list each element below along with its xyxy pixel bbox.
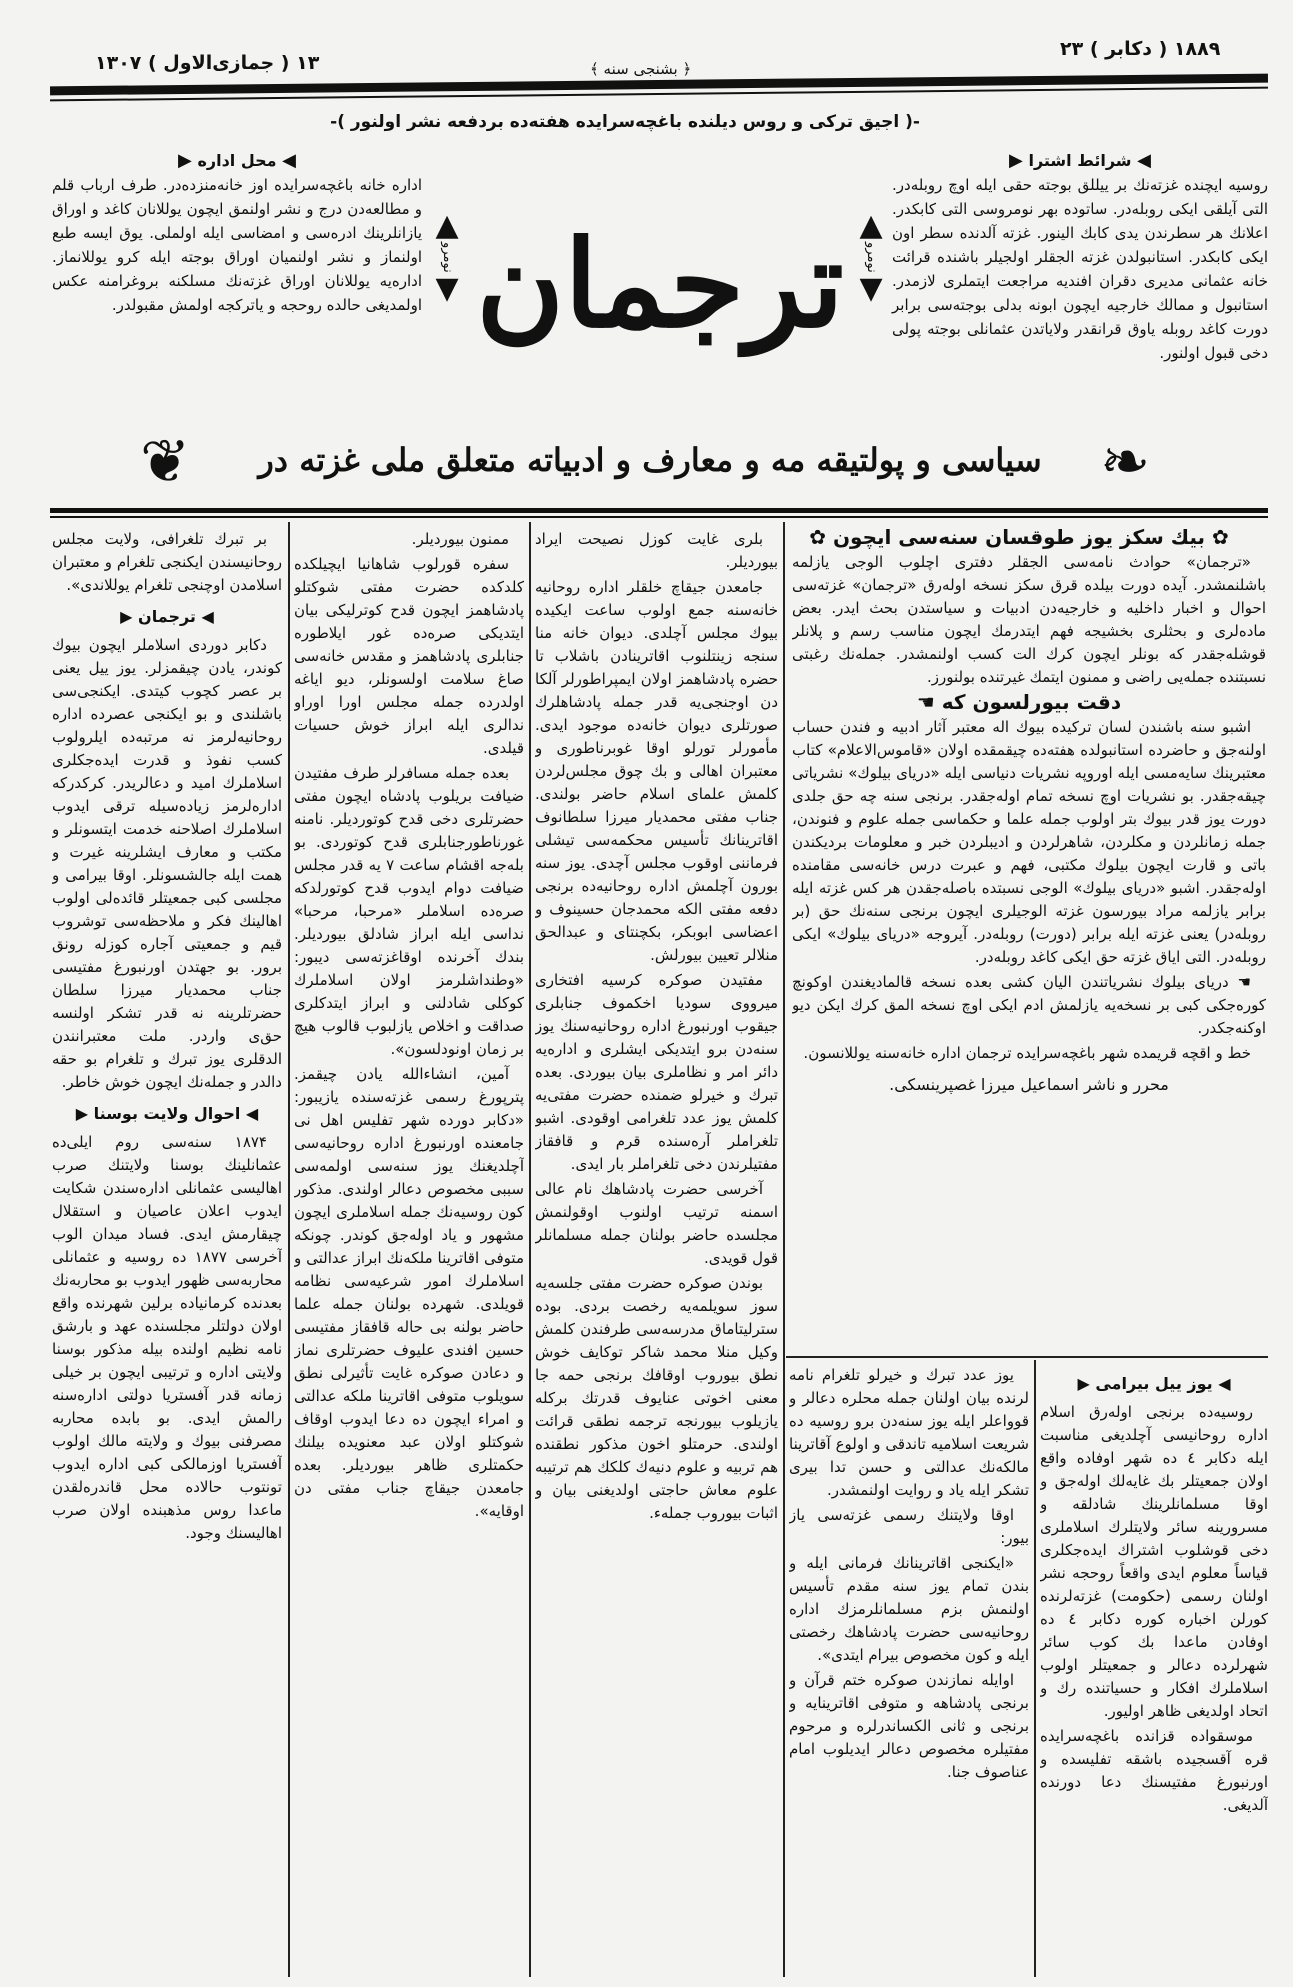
newspaper-title: ترجمان xyxy=(476,214,844,355)
section-heading: ◀ احوال ولایت بوسنا ▶ xyxy=(75,1104,259,1123)
ornament-icon: ▲ xyxy=(859,208,883,243)
hijri-date: ۱۳ ( جمازی‌الاول ) ۱۳۰۷ xyxy=(95,52,320,74)
article-paragraph: بعده جمله مسافرلر طرف مفتیدن ضیافت بریلوب پادشاه ایچون مفتی حضرتلری دخی قدح کوتوردیلر. نامنه غورناطورجنابلری قدح کوتوردی. بو بله‌جه اقشام ساعت ۷ یه قدر مجلس ضیافت دوام ایدوب قدح کوتورلدکه صره‌ده اسلاملر «مرحبا، مرحبا» نداسی ایله ابراز شادلق بیوردیلر. بندك آخرنده اوقاغزته‌سی دیبور: «وطنداشلرمز اولان اسلاملرك کوکلی شادلنی و ابراز ایتدکلری صداقت و اخلاص یازلبوب قالوب هیچ بر زمان اونودلسون». xyxy=(294,764,524,1058)
article-paragraph: آمین، انشاءالله یادن چیقمز. پترپورغ رسمی غزته‌سنده یازیبور: «دکابر دورده شهر تفلیس اهل نی جامعنده اورنبورغ اداره روحانیه‌سی آچلدیغنك یوز سنه‌سی اولمه‌سی سببی مخصوص دعالر اولندی. مذکور کون روسیه‌نك جمله اسلاملری ایچون مشهور و یاد اوله‌جق کوندر. چونکه متوفی اقاترینا ملکه‌نك ابراز عدالتی و اسلاملرك امور شرعیه‌سی نظامه قویلدی. شهرده بولنان جمله علما حاضر بولنه بی حاله قافقاز مفتیسی حسین افندی علیوف حضرتلری نماز و دعادن صوکره غایت تأثیرلی نطق سویلوب متوفی اقاترینا ملکه عدالتی و امراء ایچون ده دعا ایدوب اوقاف شوکتلو اولان عبد معنویده بیلنك حکمتلری ظاهر بیوردیلر. بعده جامعدن جیقاچ جناب مفتی دن اوقایه». xyxy=(294,1065,524,1520)
article-paragraph: ۱۸۷۴ سنه‌سی روم ایلی‌ده عثمانلینك بوسنا ولایتنك صرب اهالیسی عثمانلی اداره‌سندن شکایت ایدوب اعلان عاصیان و استقلال چیقارمش ایدی. فساد میدان الوب آخرسی ۱۸۷۷ ده روسیه و عثمانلی محاربه‌سی ظهور ایدوب بو محاربه‌نك بعدنده کرمانیاده برلین شهرنده واقع اولان دولتلر مجلسنده عهد و بارشق نامه نظیم اولنده بیله مذکور بوسنا ولایتی اداره و ترتیبی ایچون بر خیلی زمانه قدر آفستریا دولتی اداره‌سنه رالمش ایدی. بو بابده محاربه مصرفنی بیوك و ولایته مالك اولوب آفستریا اوزمالکی کبی اداره ایدوب تونتوب حالاده محل قاندره‌لقدن ماعدا روس مذهبنده اولان صرب اهالیسنك وجود. xyxy=(52,1133,282,1542)
ornament-icon: ▲ xyxy=(435,208,459,243)
ornament-icon: ▼ xyxy=(859,270,883,306)
column-3 xyxy=(535,528,778,1980)
article-paragraph: بر تبرك تلغرافی، ولایت مجلس روحانیسندن ایکنجی تلغرام و معتبران اسلامدن اوچنجی تلغرام یوللاندی». xyxy=(52,530,282,594)
pointing-hand-icon: ☚ xyxy=(1237,973,1251,991)
ornament-icon: ▼ xyxy=(435,270,459,306)
column-divider xyxy=(783,522,785,1977)
article-paragraph: آخرسی حضرت پادشاهك نام عالی اسمنه ترتیب اولنوب اوقولنمش مجلسده حاضر بولنان جمله مسلمانلر قول قویدی. xyxy=(535,1180,778,1267)
article-paragraph: ☚ دریای بیلوك نشریاتندن الیان کشی بعده نسخه قالمادیغندن اوکونچ کوره‌جکی کبی بر نسخه‌یه یازلمش ادم ایکی اوچ نسخه المق کرك ایکن دیو اوکنه‌جکدر. xyxy=(792,973,1266,1037)
article-paragraph: روسیه‌ده برنجی اوله‌رق اسلام اداره روحانیسی آچلدیغی مناسبت ایله دکابر ٤ ده شهر اوفاده واقع اولان جمعیتلر بك غایه‌لك اوله‌جق و اوقا مسلمانلرینك شادلقه و مسرورینه سائر ولایتلرك اسلاملری دخی قوشلوب اشتراك ایده‌جکلری قیاساً معلوم ایدی واقعاً روحجه نشر اولنان رسمی (حکومت) غزته‌لرنده کورلن اخباره کوره دکابر ٤ ده اوفادن ماعدا بك کوب سائر شهرلرده دعالر و جمعیتلر اولوب اسلاملرك افکار و حسیاتنده رك و اتحاد اولدیغی ظاهر اولیور. xyxy=(1040,1403,1268,1720)
column-2 xyxy=(294,528,524,1980)
column-1 xyxy=(52,528,282,1980)
office-title: محل اداره xyxy=(197,151,277,170)
pointing-hand-icon: ☚ xyxy=(916,690,935,714)
article-paragraph: دکابر دوردی اسلاملر ایچون بیوك کوندر، یادن چیقمزلر. یوز ییل یعنی بر عصر کچوب کیتدی. ایکنجی‌سی باشلندی و بو ایکنجی عصرده اداره روحانیه‌لرمز نه مرتبه‌ده ایلرولوب کسب نفوذ و قدرت ایده‌جکلری اسلاملرك امید و دعالریدر. کرکدرکه اداره‌لرمز زیاده‌سیله ترقی ایدوب اسلاملرك اصلاحنه خدمت ایتسونلر و مکتب و معارف ایشلرینه غیرت و همت ایله جالشسونلر. اوقا بیرامی و مجلسی کبی جمعیتلر قائده‌لی اولوب اهالینك فکر و ملاحظه‌سی توشروب قیم و جمعیتی آجاره کوزله رونق برور. بو جهتدن اورنبورغ مفتیسی جناب محمدیار میرزا سلطان حضرتلرینه نه قدر تشکر اولنسه حق‌ی واردر. ملت معتبرانندن الدقلری یوز تبرك و تلغرام بو حقه دالدر و جمله‌نك ایچون خوش خاطر. xyxy=(52,636,282,1091)
side-ornament-right: ▲ نومرو ▼ xyxy=(856,210,886,305)
newspaper-subtitle: سیاسی و پولتیقه مه و معارف و ادبیاته متعلق ملی غزته در xyxy=(258,441,1042,479)
column-divider xyxy=(1034,1360,1036,1977)
article-paragraph: «ایکنجی اقاترینانك فرمانی ایله و بندن تمام یوز سنه مقدم تأسیس اولنمش بزم مسلمانلرمزك اداره روحانیه‌سی حضرت پادشاهك رخصتی ایله و کون مخصوص بیرام ایتدی». xyxy=(789,1554,1029,1664)
column-divider xyxy=(288,522,290,1977)
section-heading: ◀ یوز ییل بیرامی ▶ xyxy=(1077,1374,1231,1393)
office-box-heading xyxy=(52,150,422,171)
article-paragraph: اشبو سنه باشندن لسان ترکیده بیوك اله معتبر آثار ادبیه و فندن حساب اولنه‌جق و حاضرده استانبولده هفته‌ده چیقمقده اولان «قاموس‌الاعلام» کتاب معتبرینك سایه‌مسی ایله اوروپه نشریات دنیاسی ایله «دریای بیلوك» نشریاتی چیقه‌جقدر. بو نشریات اوچ نسخه تمام اوله‌جقدر. برنجی سنه چه حق جلدی دورت یوز قدر بیوك بتر اولوب جمله علما و حکماسی جمله علوم و فنوندن، جمله زمانلردن و مکلردن، شاهرلردن و ادیبلردن خبر و معلومات بردیکندن باتی و قارت ایچون بیلوك مکتبی، فهم و عبرت درس خانه‌سی مقامنده اوله‌جقدر. اشبو «دریای بیلوك» الوجی نسبتده باصله‌جقدن هر کس غزته ایله برابر یازلمه مراد بیورسون غزته الوجیلری ایچون برنجی سنه‌نك حق (بر روبله‌در) یعنی غزته ایله برابر (دورت) روبله‌در. آیروجه «دریای بیلوك» ایکی روبله‌در. التی ایاق غزته حق ایکی کاغد روبله‌در. xyxy=(792,718,1266,966)
ornament-arrow-icon: ◀ xyxy=(282,150,296,171)
floral-ornament-icon: ❧ xyxy=(1100,427,1151,497)
subscription-box xyxy=(892,150,1268,365)
notice-heading: دقت بیورلسون که ☚ xyxy=(916,690,1122,714)
article-paragraph: «ترجمان» حوادث نامه‌سی الجقلر دفتری اچلوب الوجی یازلمه باشلنمشدر. آیده دورت بیلده قرق سکز نسخه اوله‌رق «ترجمان» غزته‌سی احوال و اخبار داخلیه و خارجیه‌دن ادبیات و سیاستدن بحث ایدر. بعض ماده‌لری و بحثلری بخشیجه فهم ایتدرمك ایچون مناسب رسم و پلانلر قوشله‌جقدر که بونلر ایچون کرك الت کسب اولنمشدر. جمله‌نك رغبتی نسبتنده جمله‌یی راضی و ممنون ایتمك غیرتنده بولنورز. xyxy=(792,553,1266,686)
floral-ornament-icon: ❦ xyxy=(140,427,191,497)
article-paragraph: مفتیدن صوکره کرسیه افتخاری میرووی سودیا اخکموف جنابلری جیقوب اورنبورغ اداره روحانیه‌سنك یوز سنه‌دن برو ایتدیکی ایشلری و اداره‌یه دائر امر و نظاملری بیان بیوردی. بعده تبرك و خیرلو ضمنده حضرت مفتی‌یه کلمش یوز عدد تلغرامی اوقودی. اشبو تلغراملر آره‌سنده قرم و قافقاز مفتیلرندن دخی تلغراملر بار ایدی. xyxy=(535,971,778,1173)
office-text: اداره خانه باغچه‌سرایده اوز خانه‌منزده‌در. طرف ارباب قلم و مطالعه‌دن درج و نشر اولنمق ایچون یوللانان کاغد و اوراق یازانلرینك ادره‌سی و امضاسی ایله اولملی. یوق ایسه طبع اولنماز و نشر اولنمیان اوراق بوجته ایله کرو یوللانماز. اداره‌یه یوللانان اوراق غزته‌نك مسلکنه بروغرامنه عکس اولمدیغی حالده روحجه و یاترکجه اولمش مقبولدر. xyxy=(52,176,422,314)
ornament-arrow-icon: ▶ xyxy=(1009,150,1023,171)
article-paragraph: اوقا ولایتنك رسمی غزته‌سی یاز بیور: xyxy=(789,1506,1029,1547)
header-rule xyxy=(50,508,1268,513)
column-5 xyxy=(789,1364,1029,1980)
side-ornament-left: ▲ نومرو ▼ xyxy=(432,210,462,305)
subscription-text: روسیه ایچنده غزته‌نك بر ییللق بوجته حقی ایله اوچ روبله‌در. التی آیلقی ایکی روبله‌در. ساتوده بهر نومروسی التی کابکدر. اعلانك هر سطرندن یدی کابك الینور. غزته آلدنده سطر اون ایکی کابکدر. استانبولدن غزته الجقلر اولجیلر باشنده قرائت خانه عثمانی مدیری دقران افندیه مراجعت ایتملری لازمدر. استانبول و ممالك خارجیه ایچون ابونه بدلی بوجته‌سی برابر دورت کاغد روبله یاوق قرانقدر ولایاتدن عثمانلی بوجته پولی دخی قبول اولنور. xyxy=(892,176,1268,362)
subscription-title: شرائط اشترا xyxy=(1028,151,1132,170)
ornament-arrow-icon: ◀ xyxy=(1137,150,1151,171)
article-paragraph: خط و اقچه قریمده شهر باغچه‌سرایده ترجمان اداره خانه‌سنه یوللانسون. xyxy=(803,1044,1251,1062)
article-paragraph: موسقواده قزانده باغچه‌سرایده قره آقسجیده باشقه تفلیسده و اورنبورغ مفتیسنك دعا دورنده آلدیغی. xyxy=(1040,1727,1268,1814)
section-heading: ◀ ترجمان ▶ xyxy=(120,607,214,626)
flower-icon: ✿ xyxy=(809,526,826,549)
article-paragraph: بوندن صوکره حضرت مفتی جلسه‌یه سوز سویلمه‌یه رخصت بردی. بوده سترلیتاماق مدرسه‌سی طرفندن کلمش وکیل منلا محمد شاکر توکایف خوش نطق بیوروب اوقافك برنجی حمه جا معنی اخوتی عنایوف قدرتك برکله یازیلوب بیورنجه ترجمه نطقی قرائت اولندی. حرمتلو اخون مذکور نطقنده هم تربیه و علوم دنیه‌ك کلکك هم ترتیبه علوم معاش حاجتی اولدیغنی بیان و اثبات بیوروب جملهء. xyxy=(535,1274,778,1522)
publication-motto: -( اجیق ترکی و روس دیلنده باغچه‌سرایده هفته‌ده بردفعه نشر اولنور )- xyxy=(330,112,920,132)
column-divider xyxy=(529,522,531,1977)
article-paragraph: ممنون بیوردیلر. xyxy=(411,530,509,548)
announcement-section xyxy=(792,526,1266,1352)
office-box xyxy=(52,150,422,317)
column-6 xyxy=(1040,1364,1268,1980)
subscription-box-heading xyxy=(892,150,1268,171)
article-paragraph: جامعدن جیقاچ خلقلر اداره روحانیه خانه‌سنه جمع اولوب ساعت ایکیده بیوك مجلس آچلدی. دیوان خانه منا سنجه زینتلنوب اقاترینادن باشلاب تا حضره پادشاهمز اولان ایمپراطورلر آلکا دن اوجنجی‌یه قدر جمله پادشاهلرك صورتلری دیوان خانه‌ده موجود ایدی. مأمورلر تورلو اوقا غوبرناطوری و معتبران اهالی و بك چوق مجلس‌لردن کلمش علمای اسلام حاضر بولندی. جناب مفتی محمدیار میرزا سلطانوف اقاترینانك تأسیس محکمه‌سی تیشلی فرماننی اوقوب مجلس آچدی. یوز سنه بورون آچلمش اداره روحانیه‌ده برنجی دفعه مفتی الکه محمدجان حسینوف و اعضاسی ابوبکر، بکچنتای و عبدالحق منلالر تعیین بیورلش. xyxy=(535,578,778,964)
article-paragraph: یوز عدد تبرك و خیرلو تلغرام نامه لرنده بیان اولنان جمله محلره دعالر و قوواعلر ایله یوز سنه‌دن برو روسیه ده شریعت اسلامیه تاندقی و اولوع آقاترینا مالکه‌نك عدالتی و حسن تدا بیری تشکر ایله یاد و روایت اولنمشدر. xyxy=(789,1366,1029,1499)
gregorian-date: ۱۸۸۹ ( دکابر ) ۲۳ xyxy=(1060,38,1221,60)
article-paragraph: بلری غایت کوزل نصیحت ایراد بیوردیلر. xyxy=(535,530,778,571)
flower-icon: ✿ xyxy=(1212,526,1229,549)
volume-label: ﴿ بشنجی سنه ﴾ xyxy=(590,60,692,78)
section-rule xyxy=(786,1356,1268,1358)
announcement-heading: ✿ بیك سکز یوز طوقسان سنه‌سی ایچون ✿ xyxy=(809,526,1229,549)
article-paragraph: اوایله نمازندن صوکره ختم قرآن و برنجی پادشاهه و متوفی اقاترینایه و برنجی و ثانی الکساندرلره و مرحوم مفتیلره مخصوص دعالر ایدیلوب امام عناصوف جنا. xyxy=(789,1671,1029,1781)
header-rule-thin xyxy=(50,516,1268,518)
ornament-arrow-icon: ▶ xyxy=(178,150,192,171)
editor-credit: محرر و ناشر اسماعیل میرزا غصپرینسکی. xyxy=(889,1075,1169,1094)
article-paragraph: سفره قورلوب شاهانیا ایچیلکده کلدکده حضرت مفتی شوکتلو پادشاهمز ایچون قدح کوترلیکی بیان ایتدیکی صره‌ده غور ایلاطوره جنابلری پادشاهمز و مقدس خانه‌سی صاغ سلامت اولسونلر، دیو ایاغه اولدرده جمله مجلس اورا اوراو ندالری ایله ابراز خوش حسیات قیلدی. xyxy=(294,555,524,757)
